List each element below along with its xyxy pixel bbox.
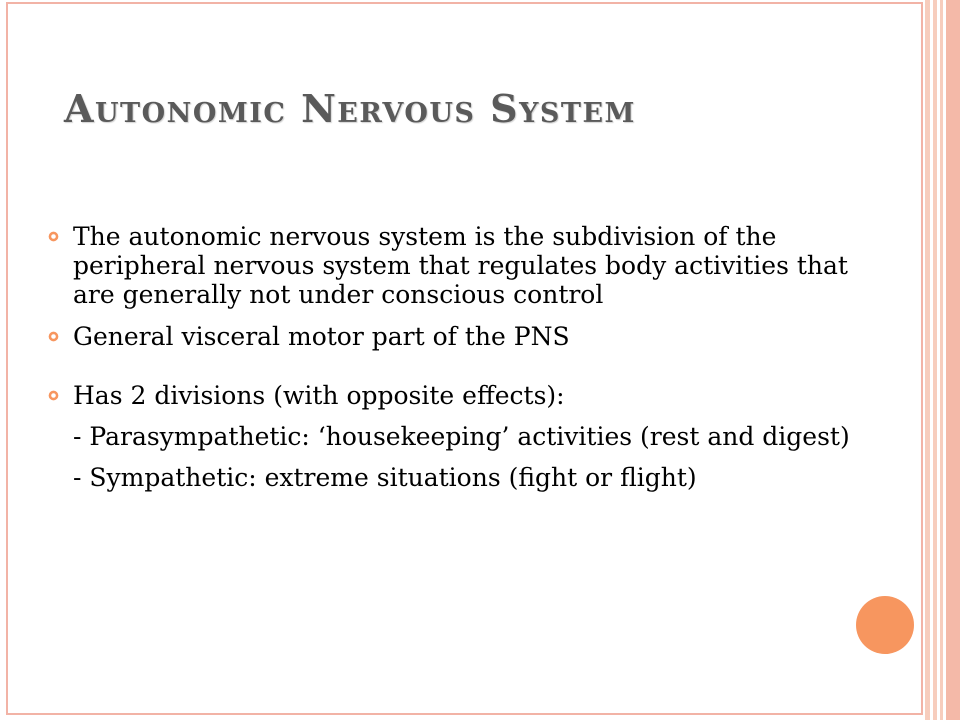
sub-item xyxy=(46,422,876,451)
slide-title: Autonomic Nervous System xyxy=(64,86,636,131)
open-circle-bullet-icon xyxy=(48,390,59,401)
bullet-item xyxy=(46,381,876,410)
bullet-text: The autonomic nervous system is the subdivision of the peripheral nervous system that regulates body activities that are generally not under conscious control xyxy=(73,222,848,309)
bullet-item xyxy=(46,322,876,351)
bullet-text: General visceral motor part of the PNS xyxy=(73,322,570,351)
sub-item-text: - Sympathetic: extreme situations (fight or flight) xyxy=(73,463,697,492)
bullet-list xyxy=(46,222,876,492)
stripe xyxy=(940,0,943,720)
stripe xyxy=(946,0,960,720)
open-circle-bullet-icon xyxy=(48,331,59,342)
stripe xyxy=(925,0,930,720)
stripe xyxy=(933,0,937,720)
open-circle-bullet-icon xyxy=(48,231,59,242)
bullet-item xyxy=(46,222,876,309)
sub-item xyxy=(46,463,876,492)
bullet-text: Has 2 divisions (with opposite effects): xyxy=(73,381,565,410)
sub-item-text: - Parasympathetic: ‘housekeeping’ activities (rest and digest) xyxy=(73,422,850,451)
decorative-stripes xyxy=(925,0,960,720)
accent-circle xyxy=(856,596,914,654)
